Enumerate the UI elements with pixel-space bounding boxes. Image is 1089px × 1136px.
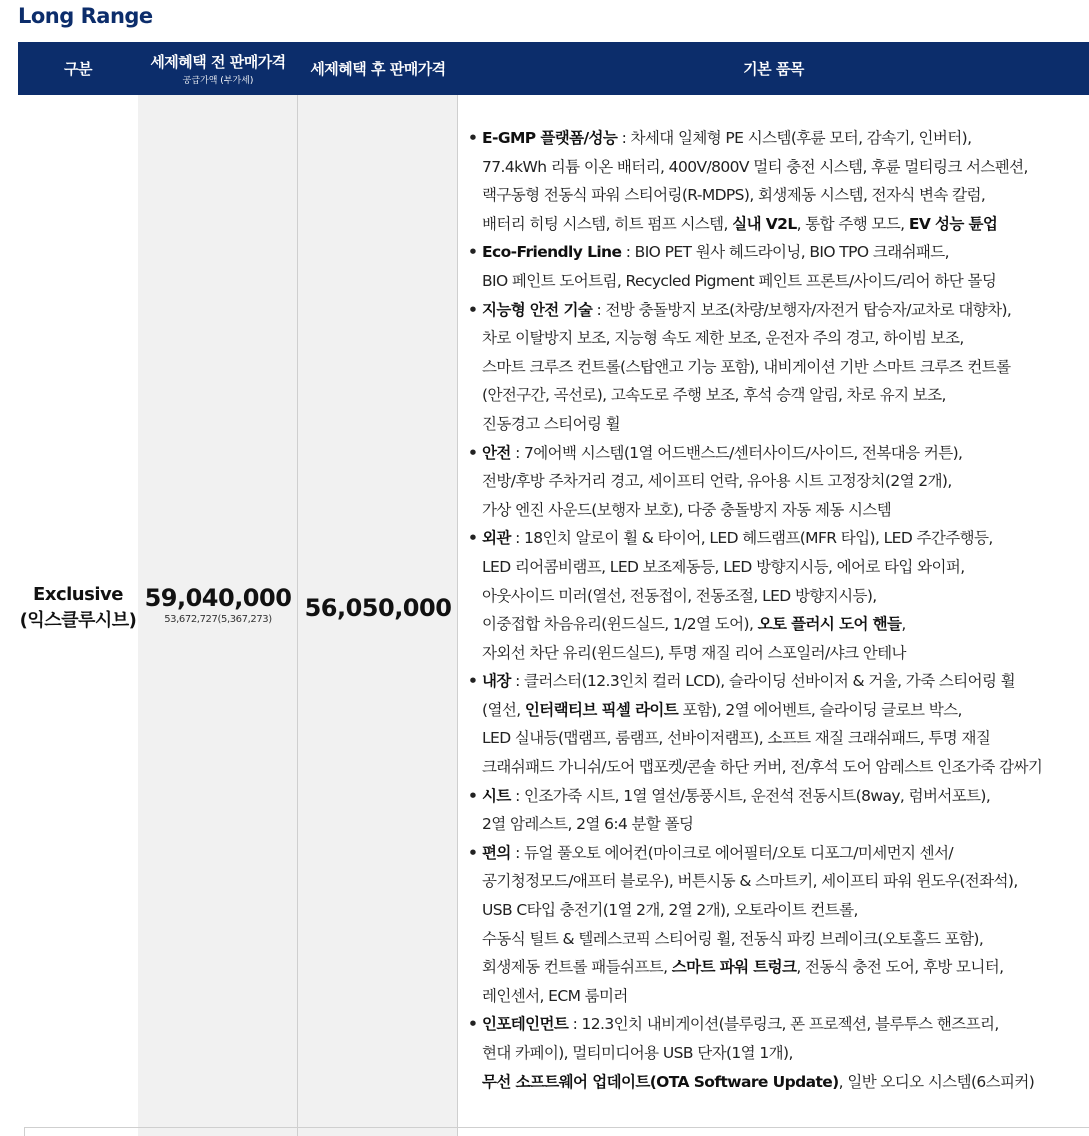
feature-line [482, 467, 1089, 496]
feature-line [482, 582, 1089, 611]
price-before-cell [138, 584, 298, 625]
feature-text: : 12.3인치 내비게이션(블루링크, 폰 프로젝션, 블루투스 핸즈프리, [568, 1015, 999, 1034]
feature-text: LED 리어콤비램프, LED 보조제동등, LED 방향지시등, 에어로 타입 와이퍼, [482, 557, 965, 576]
bullet-icon: • [468, 1015, 478, 1034]
feature-text: 아웃사이드 미러(열선, 전동접이, 전동조절, LED 방향지시등), [482, 586, 877, 605]
feature-text: 진동경고 스티어링 휠 [482, 414, 621, 433]
feature-highlight: 안전 [482, 443, 511, 462]
bullet-icon: • [468, 443, 478, 462]
feature-line [482, 896, 1089, 925]
feature-item [466, 238, 1089, 295]
trim-name-korean: (익스클루시브) [19, 610, 137, 631]
header-price-before-sub: 공급가액 (부가세) [182, 75, 254, 86]
header-price-after [298, 42, 458, 94]
feature-line [482, 267, 1089, 296]
feature-line [482, 296, 1089, 325]
feature-text: BIO 페인트 도어트림, Recycled Pigment 페인트 프론트/사이드/리어 하단 몰딩 [482, 271, 997, 290]
feature-line [482, 410, 1089, 439]
feature-line [482, 353, 1089, 382]
feature-line [482, 181, 1089, 210]
feature-text: USB C타입 충전기(1열 2개, 2열 2개), 오토라이트 컨트롤, [482, 901, 858, 920]
feature-highlight: 오토 플러시 도어 핸들 [757, 615, 902, 634]
bullet-icon: • [468, 529, 478, 548]
feature-highlight: Eco-Friendly Line [482, 243, 622, 262]
header-price-after-label: 세제혜택 후 판매가격 [310, 59, 446, 78]
feature-text: 2열 암레스트, 2열 6:4 분할 폴딩 [482, 815, 694, 834]
price-after-value: 56,050,000 [304, 594, 452, 622]
feature-line [482, 867, 1089, 896]
feature-item [466, 524, 1089, 667]
feature-item [466, 439, 1089, 525]
feature-line [482, 496, 1089, 525]
feature-line [482, 381, 1089, 410]
feature-item [466, 839, 1089, 1011]
price-before-value: 59,040,000 [144, 584, 292, 612]
feature-line [482, 324, 1089, 353]
feature-text: : 전방 충돌방지 보조(차량/보행자/자전거 탑승자/교차로 대향차), [592, 300, 1012, 319]
feature-highlight: 시트 [482, 786, 511, 805]
feature-line [482, 724, 1089, 753]
feature-text: 크래쉬패드 가니쉬/도어 맵포켓/콘솔 하단 커버, 전/후석 도어 암레스트 인조가죽 감싸기 [482, 758, 1043, 777]
header-category [18, 42, 138, 94]
header-basic-items-label: 기본 품목 [743, 59, 804, 78]
feature-text: : 18인치 알로이 휠 & 타이어, LED 헤드램프(MFR 타입), LED 주간주행등, [510, 529, 993, 548]
header-price-before [138, 42, 298, 94]
feature-line [482, 1068, 1089, 1097]
table-header [18, 42, 1089, 94]
feature-line [482, 1039, 1089, 1068]
feature-text: : 클러스터(12.3인치 컬러 LCD), 슬라이딩 선바이저 & 거울, 가죽 스티어링 휠 [510, 672, 1016, 691]
feature-text: 현대 카페이), 멀티미디어용 USB 단자(1열 1개), [482, 1044, 793, 1062]
feature-text: : 인조가죽 시트, 1열 열선/통풍시트, 운전석 전동시트(8way, 럼버서포트), [510, 786, 991, 805]
feature-line [482, 524, 1089, 553]
feature-line [482, 667, 1089, 696]
feature-highlight: 내장 [482, 672, 511, 691]
feature-text: 레인센서, ECM 룸미러 [482, 986, 628, 1005]
feature-text: 77.4kWh 리튬 이온 배터리, 400V/800V 멀티 충전 시스템, 후륜 멀티링크 서스펜션, [482, 157, 1028, 176]
feature-line [482, 696, 1089, 725]
feature-item [466, 1010, 1089, 1096]
feature-highlight: 인포테인먼트 [482, 1015, 569, 1034]
feature-text: , [901, 615, 906, 634]
feature-item [466, 124, 1089, 238]
bullet-icon: • [468, 843, 478, 862]
feature-line [482, 238, 1089, 267]
bullet-icon: • [468, 243, 478, 262]
feature-highlight: E-GMP 플랫폼/성능 [482, 129, 618, 147]
feature-text: 배터리 히팅 시스템, 히트 펌프 시스템, [482, 214, 733, 233]
feature-item [466, 667, 1089, 781]
feature-highlight: 실내 V2L [732, 214, 797, 233]
feature-text: 스마트 크루즈 컨트롤(스탑앤고 기능 포함), 내비게이션 기반 스마트 크루즈 컨트롤 [482, 357, 1011, 376]
feature-text: 이중접합 차음유리(윈드실드, 1/2열 도어), [482, 615, 758, 634]
row-divider [18, 94, 1089, 95]
bullet-icon: • [468, 300, 478, 319]
feature-text: (열선, [482, 700, 525, 719]
header-price-before-label: 세제혜택 전 판매가격 [150, 52, 286, 71]
feature-item [466, 296, 1089, 439]
feature-highlight: EV 성능 튠업 [908, 214, 998, 233]
feature-line [482, 925, 1089, 954]
feature-text: , 통합 주행 모드, [796, 214, 909, 233]
feature-line [482, 439, 1089, 468]
feature-text: , 전동식 충전 도어, 후방 모니터, [796, 958, 1004, 977]
feature-text: (안전구간, 곡선로), 고속도로 주행 보조, 후석 승객 알림, 차로 유지 보조, [482, 386, 946, 405]
feature-line [482, 810, 1089, 839]
feature-line [482, 982, 1089, 1011]
price-before-detail: 53,672,727(5,367,273) [164, 614, 272, 625]
header-basic-items [458, 42, 1089, 94]
feature-highlight: 편의 [482, 843, 511, 862]
feature-text: LED 실내등(맵램프, 룸램프, 선바이저램프), 소프트 재질 크래쉬패드, 투명 재질 [482, 729, 991, 748]
feature-text: 전방/후방 주차거리 경고, 세이프티 언락, 유아용 시트 고정장치(2열 2개), [482, 472, 952, 491]
feature-text: 회생제동 컨트롤 패들쉬프트, [482, 958, 672, 977]
header-category-label: 구분 [64, 59, 92, 78]
feature-highlight: 인터랙티브 픽셀 라이트 [524, 700, 679, 719]
feature-line [482, 610, 1089, 639]
row-divider [24, 1127, 25, 1136]
bullet-icon: • [468, 672, 478, 691]
feature-list [466, 124, 1089, 1096]
feature-text: 포함), 2열 에어벤트, 슬라이딩 글로브 박스, [678, 700, 962, 719]
section-title: Long Range [18, 4, 153, 28]
bullet-icon: • [468, 786, 478, 805]
feature-line [482, 553, 1089, 582]
feature-line [482, 753, 1089, 782]
feature-text: , 일반 오디오 시스템(6스피커) [838, 1072, 1035, 1091]
feature-item [466, 782, 1089, 839]
feature-text: : BIO PET 원사 헤드라이닝, BIO TPO 크래쉬패드, [621, 243, 950, 262]
feature-highlight: 스마트 파워 트렁크 [671, 958, 797, 977]
feature-highlight: 지능형 안전 기술 [482, 300, 593, 319]
trim-name: Exclusive [33, 584, 123, 605]
feature-line [482, 153, 1089, 182]
feature-text: 공기청정모드/애프터 블로우), 버튼시동 & 스마트키, 세이프티 파워 윈도우(전좌석), [482, 872, 1018, 891]
feature-line [482, 839, 1089, 868]
feature-line [482, 1010, 1089, 1039]
feature-line [482, 639, 1089, 668]
feature-text: 차로 이탈방지 보조, 지능형 속도 제한 보조, 운전자 주의 경고, 하이빔 보조, [482, 329, 964, 348]
feature-line [482, 124, 1089, 153]
feature-text: : 듀얼 풀오토 에어컨(마이크로 에어필터/오토 디포그/미세먼지 센서/ [510, 843, 954, 862]
feature-line [482, 953, 1089, 982]
feature-line [482, 210, 1089, 239]
feature-text: : 7에어백 시스템(1열 어드밴스드/센터사이드/사이드, 전복대응 커튼), [510, 443, 963, 462]
feature-line [482, 782, 1089, 811]
row-divider [24, 1127, 1089, 1128]
feature-highlight: 무선 소프트웨어 업데이트(OTA Software Update) [482, 1072, 839, 1091]
price-table [18, 42, 1089, 1136]
feature-text: 수동식 틸트 & 텔레스코픽 스티어링 휠, 전동식 파킹 브레이크(오토홀드 포함), [482, 929, 984, 948]
feature-highlight: 외관 [482, 529, 511, 548]
feature-text: 랙구동형 전동식 파워 스티어링(R-MDPS), 회생제동 시스템, 전자식 변속 칼럼, [482, 186, 986, 205]
feature-text: : 차세대 일체형 PE 시스템(후륜 모터, 감속기, 인버터), [617, 129, 972, 147]
trim-cell [18, 582, 138, 634]
feature-text: 가상 엔진 사운드(보행자 보호), 다중 충돌방지 자동 제동 시스템 [482, 500, 892, 519]
bullet-icon: • [468, 129, 478, 147]
feature-text: 자외선 차단 유리(윈드실드), 투명 재질 리어 스포일러/샤크 안테나 [482, 643, 906, 662]
